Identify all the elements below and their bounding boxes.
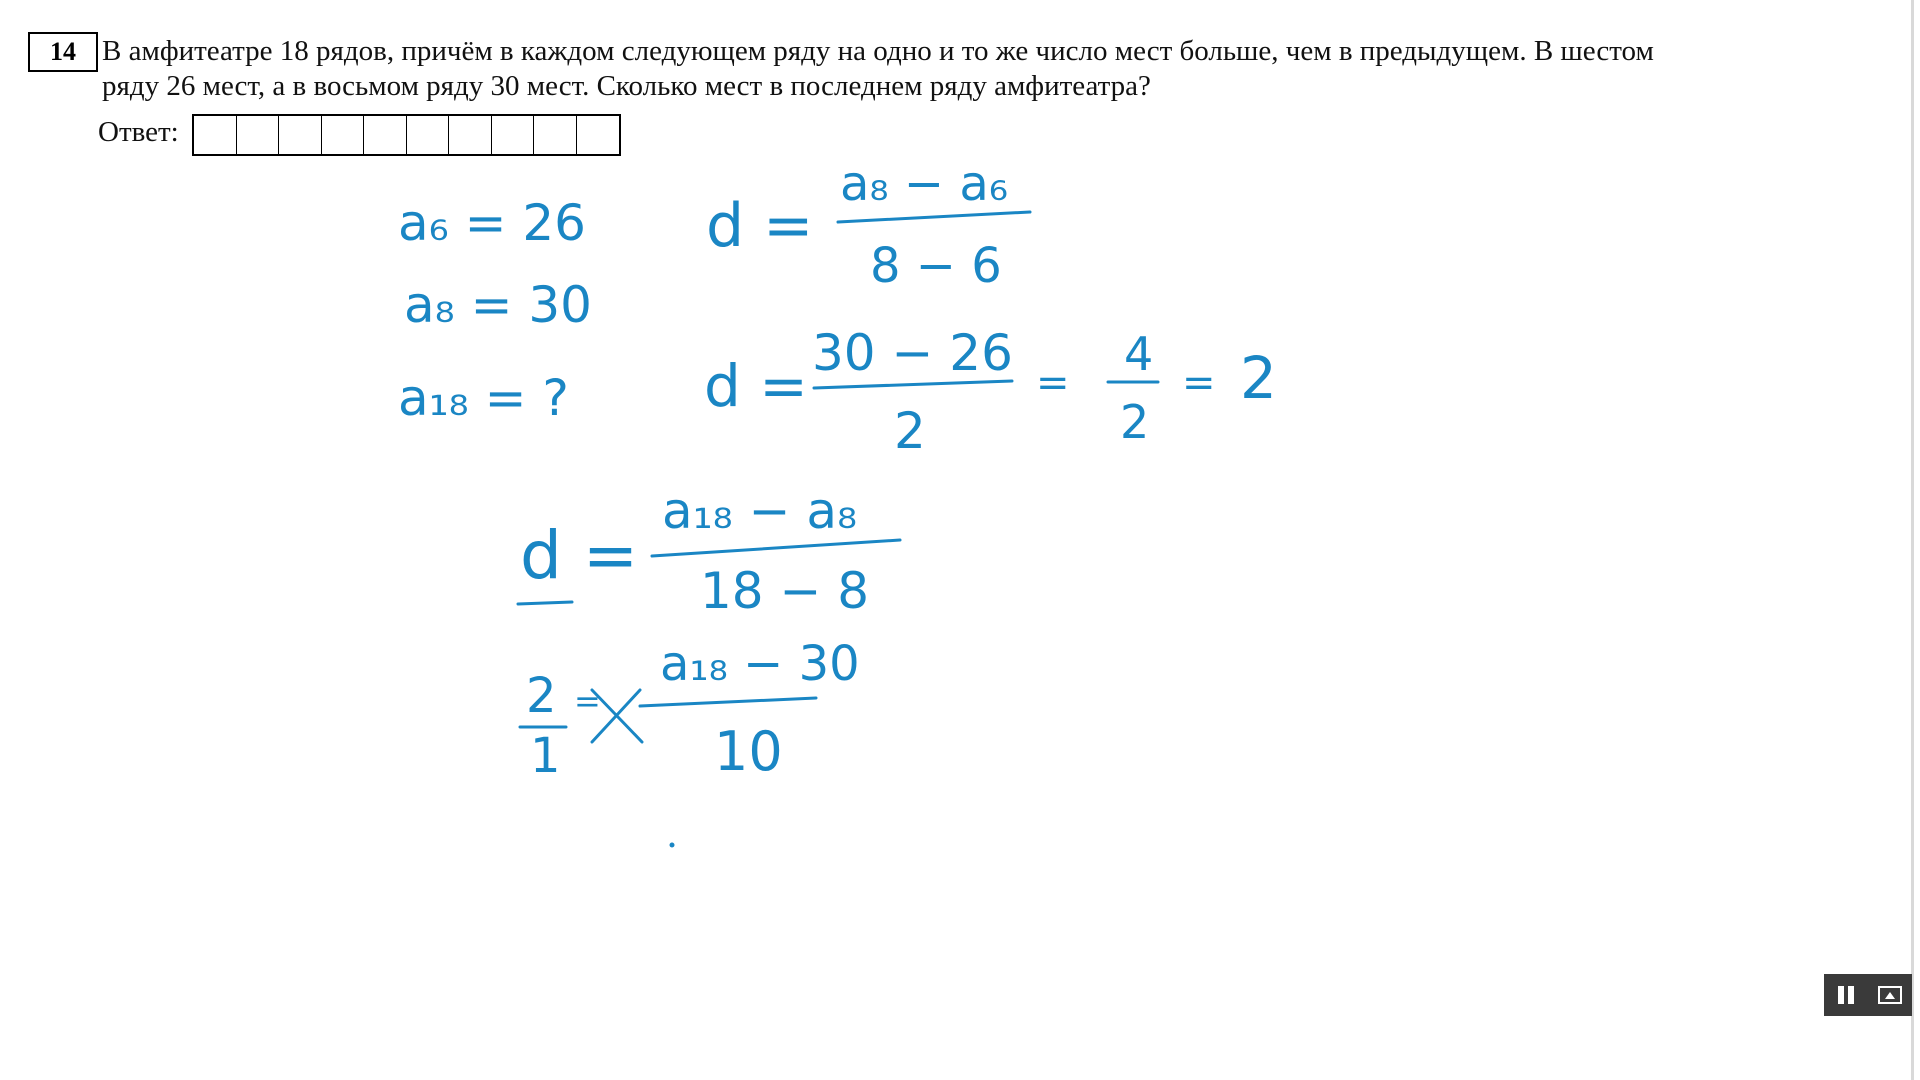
formula3-denominator: 18 − 8 [700, 562, 870, 620]
formula4-equals: = [574, 682, 601, 720]
formula2-fraction-bar [814, 381, 1012, 388]
answer-label: Ответ: [98, 116, 179, 148]
pen-dot [670, 843, 675, 848]
pause-icon-bar [1848, 986, 1854, 1004]
formula2-denominator: 2 [894, 402, 926, 460]
given-a6: a₆ = 26 [398, 194, 586, 252]
formula2-result: 2 [1240, 344, 1277, 412]
formula3-lhs: d = [520, 517, 639, 594]
formula4-left-denominator: 1 [530, 728, 561, 784]
problem-number: 14 [28, 32, 98, 72]
formula1-numerator: a₈ − a₆ [840, 156, 1009, 212]
formula4-left-numerator: 2 [526, 668, 557, 724]
formula3-numerator: a₁₈ − a₈ [662, 482, 858, 540]
screen-icon [1878, 986, 1902, 1004]
problem-text: В амфитеатре 18 рядов, причём в каждом следующем ряду на одно и то же число мест больше, чем в предыдущем. В шестом ряду 26 мест, а в восьмом ряду 30 мест. Сколько мест в последнем ряду амфитеатра? [102, 35, 1654, 102]
formula4-right-denominator: 10 [714, 720, 783, 783]
formula1-lhs: d = [706, 191, 814, 261]
formula2-numerator: 30 − 26 [812, 324, 1013, 382]
given-a18: a₁₈ = ? [398, 369, 569, 427]
formula2-denominator-2: 2 [1120, 395, 1150, 449]
formula1-denominator: 8 − 6 [870, 238, 1002, 294]
formula1-fraction-bar [838, 212, 1030, 222]
formula4-right-numerator: a₁₈ − 30 [660, 636, 860, 692]
formula3-underline [518, 602, 572, 604]
formula2-equals-1: = [1036, 360, 1070, 406]
formula2-lhs: d = [704, 352, 808, 420]
pause-icon [1838, 986, 1844, 1004]
screen-button[interactable] [1875, 982, 1905, 1008]
formula4-right-fraction-bar [640, 698, 816, 706]
pause-button[interactable] [1831, 982, 1861, 1008]
formula2-numerator-2: 4 [1124, 327, 1154, 381]
formula2-equals-2: = [1182, 360, 1216, 406]
player-controls [1824, 974, 1912, 1016]
given-a8: a₈ = 30 [404, 276, 592, 334]
formula3-fraction-bar [652, 540, 900, 556]
